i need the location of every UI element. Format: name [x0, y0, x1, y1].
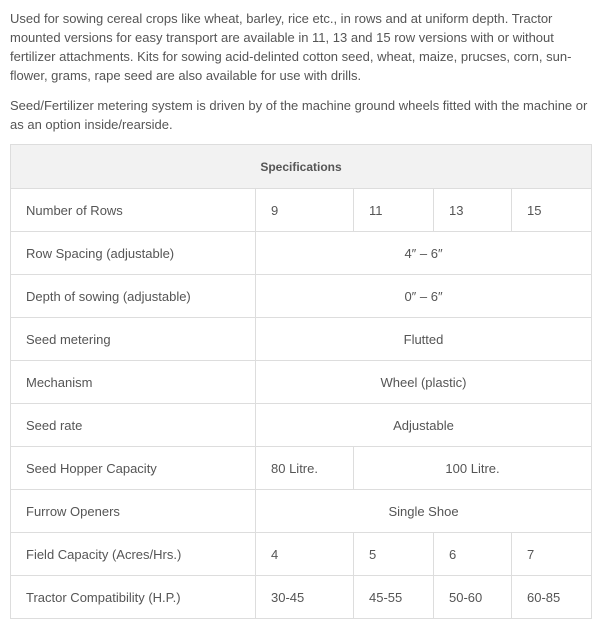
- row-value: 11: [354, 189, 434, 232]
- table-header-row: [11, 145, 592, 189]
- table-title: Specifications: [11, 145, 592, 189]
- specifications-table: [10, 144, 592, 619]
- intro-paragraph-2: Seed/Fertilizer metering system is driven by of the machine ground wheels fitted with the machine or as an option inside/rearside.: [10, 98, 588, 132]
- row-value: 9: [256, 189, 354, 232]
- row-value: 4″ – 6″: [256, 232, 592, 275]
- row-label: Number of Rows: [11, 189, 256, 232]
- intro-paragraph-1: Used for sowing cereal crops like wheat, barley, rice etc., in rows and at uniform depth. Tractor mounted versions for easy transport are available in 11, 13 and 15 row versions with or without fertilizer attachments. Kits for sowing acid-delinted cotton seed, wheat, maize, prucses, corn, sun-flower, grams, rape seed are also available for use with drills.: [10, 11, 572, 83]
- table-row: [11, 232, 592, 275]
- row-value: 6: [434, 533, 512, 576]
- row-value: Single Shoe: [256, 490, 592, 533]
- row-value: 5: [354, 533, 434, 576]
- table-row: [11, 533, 592, 576]
- table-row: [11, 275, 592, 318]
- row-value: 50-60: [434, 576, 512, 619]
- row-value: 100 Litre.: [354, 447, 592, 490]
- row-value: 80 Litre.: [256, 447, 354, 490]
- table-row: [11, 490, 592, 533]
- table-row: [11, 447, 592, 490]
- row-label: Furrow Openers: [11, 490, 256, 533]
- row-label: Seed rate: [11, 404, 256, 447]
- row-label: Field Capacity (Acres/Hrs.): [11, 533, 256, 576]
- row-label: Row Spacing (adjustable): [11, 232, 256, 275]
- row-label: Seed metering: [11, 318, 256, 361]
- table-row: [11, 361, 592, 404]
- row-value: 60-85: [512, 576, 592, 619]
- row-value: 45-55: [354, 576, 434, 619]
- row-value: Wheel (plastic): [256, 361, 592, 404]
- row-value: Flutted: [256, 318, 592, 361]
- row-label: Seed Hopper Capacity: [11, 447, 256, 490]
- table-row: [11, 318, 592, 361]
- row-label: Mechanism: [11, 361, 256, 404]
- table-row: [11, 189, 592, 232]
- table-row: [11, 576, 592, 619]
- row-value: 30-45: [256, 576, 354, 619]
- row-value: 0″ – 6″: [256, 275, 592, 318]
- row-value: 13: [434, 189, 512, 232]
- row-value: Adjustable: [256, 404, 592, 447]
- row-label: Tractor Compatibility (H.P.): [11, 576, 256, 619]
- row-value: 4: [256, 533, 354, 576]
- row-value: 7: [512, 533, 592, 576]
- table-row: [11, 404, 592, 447]
- row-label: Depth of sowing (adjustable): [11, 275, 256, 318]
- row-value: 15: [512, 189, 592, 232]
